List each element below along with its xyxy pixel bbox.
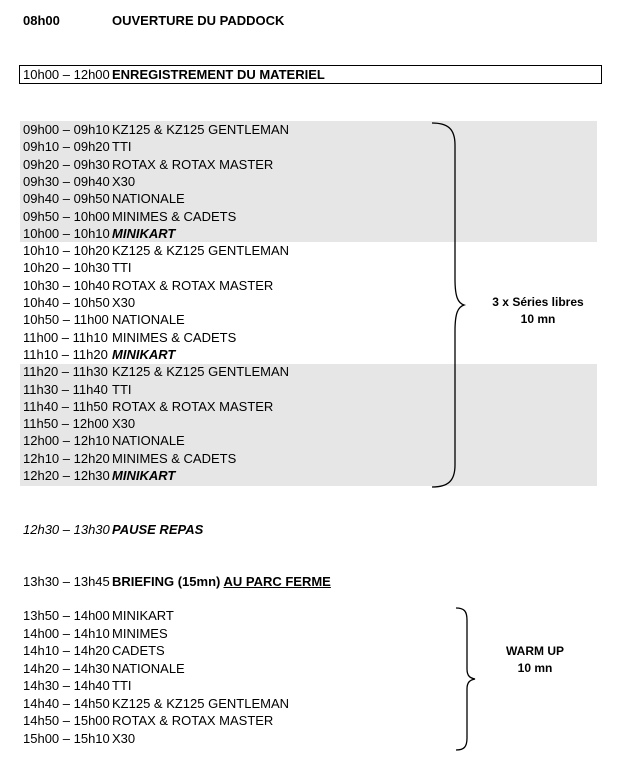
free-practice-label-2: 10 mn <box>520 312 556 326</box>
row-event: MINIKART <box>112 608 174 623</box>
row-time: 12h00 – 12h10 <box>23 433 110 449</box>
warm-up-label-2: 10 mn <box>517 661 553 675</box>
briefing-time: 13h30 – 13h45 <box>23 574 110 589</box>
row-time: 11h10 – 11h20 <box>23 346 108 362</box>
row-time: 14h20 – 14h30 <box>23 660 110 676</box>
opening-time: 08h00 <box>23 13 60 28</box>
row-event: NATIONALE <box>112 312 185 328</box>
row-time: 10h30 – 10h40 <box>23 277 110 293</box>
row-time: 11h30 – 11h40 <box>23 381 108 397</box>
row-event: TTI <box>112 139 132 155</box>
lunch-time: 12h30 – 13h30 <box>23 522 110 537</box>
row-event: MINIMES <box>112 625 168 641</box>
row-time: 14h10 – 14h20 <box>23 643 110 658</box>
row-time: 10h20 – 10h30 <box>23 260 110 276</box>
row-time: 11h50 – 12h00 <box>23 416 109 432</box>
warm-up-label-1: WARM UP <box>506 644 564 658</box>
row-time: 10h50 – 11h00 <box>23 312 109 328</box>
row-event: KZ125 & KZ125 GENTLEMAN <box>112 364 290 380</box>
row-time: 14h00 – 14h10 <box>23 625 110 641</box>
row-event: NATIONALE <box>112 660 185 676</box>
row-time: 09h00 – 09h10 <box>23 122 110 137</box>
row-time: 13h50 – 14h00 <box>23 608 110 623</box>
row-event: NATIONALE <box>112 433 185 449</box>
registration-time: 10h00 – 12h00 <box>23 67 110 82</box>
row-time: 14h30 – 14h40 <box>23 678 110 693</box>
row-event: MINIMES & CADETS <box>112 450 237 466</box>
row-time: 14h40 – 14h50 <box>23 695 110 711</box>
row-time: 12h10 – 12h20 <box>23 450 110 466</box>
row-event: MINIKART <box>112 225 176 241</box>
row-event: ROTAX & ROTAX MASTER <box>112 156 274 172</box>
row-time: 11h00 – 11h10 <box>23 329 108 345</box>
row-event: X30 <box>112 295 136 310</box>
row-event: MINIKART <box>112 346 176 362</box>
row-event: KZ125 & KZ125 GENTLEMAN <box>112 695 290 711</box>
row-event: ROTAX & ROTAX MASTER <box>112 277 274 293</box>
row-time: 09h50 – 10h00 <box>23 208 110 224</box>
row-time: 11h40 – 11h50 <box>23 398 108 414</box>
row-time: 09h40 – 09h50 <box>23 191 110 207</box>
row-event: KZ125 & KZ125 GENTLEMAN <box>112 122 290 137</box>
row-time: 15h00 – 15h10 <box>23 730 110 746</box>
row-event: MINIMES & CADETS <box>112 329 237 345</box>
row-event: MINIMES & CADETS <box>112 208 237 224</box>
row-time: 10h10 – 10h20 <box>23 243 110 259</box>
briefing-location: AU PARC FERME <box>223 574 331 589</box>
row-time: 09h20 – 09h30 <box>23 156 110 172</box>
row-event: ROTAX & ROTAX MASTER <box>112 398 274 414</box>
row-event: CADETS <box>112 643 165 658</box>
row-time: 09h10 – 09h20 <box>23 139 110 155</box>
warm-up-brace <box>452 606 482 752</box>
row-event: ROTAX & ROTAX MASTER <box>112 713 274 728</box>
row-event: TTI <box>112 678 132 693</box>
lunch-label: PAUSE REPAS <box>112 522 204 537</box>
row-time: 10h00 – 10h10 <box>23 225 110 241</box>
row-event: TTI <box>112 381 132 397</box>
row-time: 14h50 – 15h00 <box>23 713 110 728</box>
row-event: NATIONALE <box>112 191 185 207</box>
row-event: KZ125 & KZ125 GENTLEMAN <box>112 243 290 259</box>
briefing-label <box>112 573 331 590</box>
row-time: 10h40 – 10h50 <box>23 295 110 310</box>
row-time: 12h20 – 12h30 <box>23 468 110 483</box>
row-event: X30 <box>112 416 136 432</box>
row-time: 09h30 – 09h40 <box>23 173 110 189</box>
briefing-label-part1: BRIEFING (15mn) <box>112 574 224 589</box>
row-event: MINIKART <box>112 468 176 483</box>
row-event: X30 <box>112 730 136 746</box>
free-practice-label-1: 3 x Séries libres <box>492 295 584 309</box>
row-time: 11h20 – 11h30 <box>23 364 108 380</box>
row-event: TTI <box>112 260 132 276</box>
registration-label: ENREGISTREMENT DU MATERIEL <box>112 67 325 82</box>
free-practice-brace <box>428 121 468 489</box>
opening-label: OUVERTURE DU PADDOCK <box>112 13 285 28</box>
row-event: X30 <box>112 173 136 189</box>
